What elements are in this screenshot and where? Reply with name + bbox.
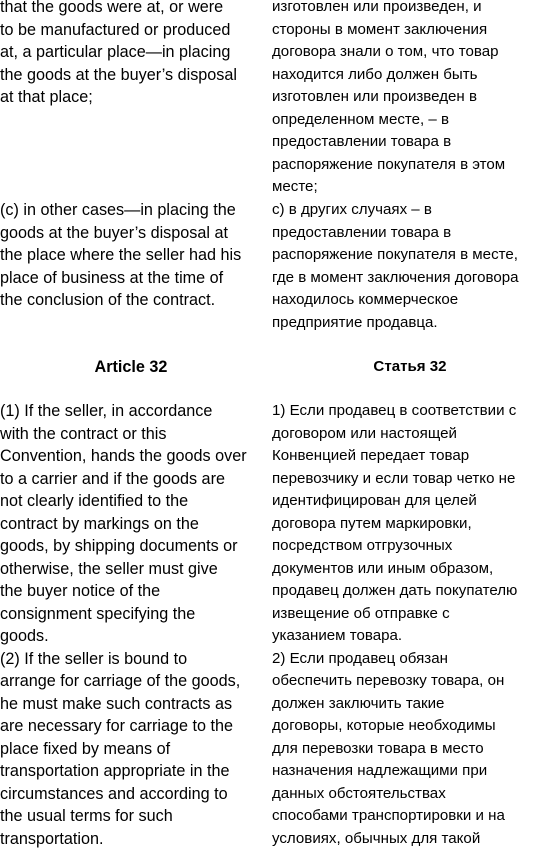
text-line: определенном месте, – в <box>272 109 548 132</box>
text-line: transportation. <box>0 828 262 850</box>
text-line: otherwise, the seller must give <box>0 558 262 581</box>
text-line: стороны в момент заключения <box>272 19 548 42</box>
text-line: предоставлении товара в <box>272 222 548 245</box>
text-line: перевозчику и если товар четко не <box>272 468 548 491</box>
text-line: где в момент заключения договора <box>272 267 548 290</box>
text-line: договора путем маркировки, <box>272 513 548 536</box>
text-line: goods at the buyer’s disposal at <box>0 222 262 245</box>
text-line: transportation appropriate in the <box>0 760 262 783</box>
russian-article-heading: Статья 32 <box>272 356 548 379</box>
text-line: arrange for carriage of the goods, <box>0 670 262 693</box>
text-line: месте; <box>272 176 548 199</box>
text-line: для перевозки товара в место <box>272 738 548 761</box>
english-paragraph-31b-tail <box>0 0 262 109</box>
text-line: предприятие продавца. <box>272 312 548 335</box>
text-line: to a carrier and if the goods are <box>0 468 262 491</box>
text-line: указанием товара. <box>272 625 548 648</box>
text-line: 1) Если продавец в соответствии с <box>272 400 548 423</box>
text-line: with the contract or this <box>0 423 262 446</box>
text-line: (1) If the seller, in accordance <box>0 400 262 423</box>
text-line: документов или иным образом, <box>272 558 548 581</box>
text-line: предоставлении товара в <box>272 131 548 154</box>
text-line: consignment specifying the <box>0 603 262 626</box>
text-line: изготовлен или произведен в <box>272 86 548 109</box>
text-line: способами транспортировки и на <box>272 805 548 828</box>
text-line: place fixed by means of <box>0 738 262 761</box>
text-line: посредством отгрузочных <box>272 535 548 558</box>
text-line: идентифицирован для целей <box>272 490 548 513</box>
text-line: the conclusion of the contract. <box>0 289 262 312</box>
text-line: are necessary for carriage to the <box>0 715 262 738</box>
text-line: продавец должен дать покупателю <box>272 580 548 603</box>
text-line: с) в других случаях – в <box>272 199 548 222</box>
text-line: (2) If the seller is bound to <box>0 648 262 671</box>
text-line: договоры, которые необходимы <box>272 715 548 738</box>
text-line: the usual terms for such <box>0 805 262 828</box>
text-line: at that place; <box>0 86 262 109</box>
russian-paragraph-31b-tail <box>272 0 548 199</box>
text-line: circumstances and according to <box>0 783 262 806</box>
text-line: договора знали о том, что товар <box>272 41 548 64</box>
text-line: распоряжение покупателя в этом <box>272 154 548 177</box>
text-line: he must make such contracts as <box>0 693 262 716</box>
english-paragraph-31c <box>0 199 262 312</box>
text-line: contract by markings on the <box>0 513 262 536</box>
text-line: находится либо должен быть <box>272 64 548 87</box>
text-line: изготовлен или произведен, и <box>272 0 548 19</box>
text-line: goods, by shipping documents or <box>0 535 262 558</box>
russian-paragraph-32 <box>272 400 548 850</box>
text-line: обеспечить перевозку товара, он <box>272 670 548 693</box>
text-line: place of business at the time of <box>0 267 262 290</box>
text-line: to be manufactured or produced <box>0 19 262 42</box>
text-line: 2) Если продавец обязан <box>272 648 548 671</box>
text-line: goods. <box>0 625 262 648</box>
text-line: находилось коммерческое <box>272 289 548 312</box>
text-line: at, a particular place—in placing <box>0 41 262 64</box>
text-line: Конвенцией передает товар <box>272 445 548 468</box>
english-article-heading: Article 32 <box>0 356 262 379</box>
text-line: Convention, hands the goods over <box>0 445 262 468</box>
text-line: договором или настоящей <box>272 423 548 446</box>
text-line: that the goods were at, or were <box>0 0 262 19</box>
text-line: the buyer notice of the <box>0 580 262 603</box>
english-paragraph-32 <box>0 400 262 850</box>
text-line: извещение об отправке с <box>272 603 548 626</box>
text-line: the goods at the buyer’s disposal <box>0 64 262 87</box>
russian-paragraph-31c <box>272 199 548 334</box>
text-line: условиях, обычных для такой <box>272 828 548 850</box>
text-line: должен заключить такие <box>272 693 548 716</box>
text-line: распоряжение покупателя в месте, <box>272 244 548 267</box>
text-line: the place where the seller had his <box>0 244 262 267</box>
text-line: данных обстоятельствах <box>272 783 548 806</box>
text-line: (c) in other cases—in placing the <box>0 199 262 222</box>
text-line: not clearly identified to the <box>0 490 262 513</box>
text-line: назначения надлежащими при <box>272 760 548 783</box>
